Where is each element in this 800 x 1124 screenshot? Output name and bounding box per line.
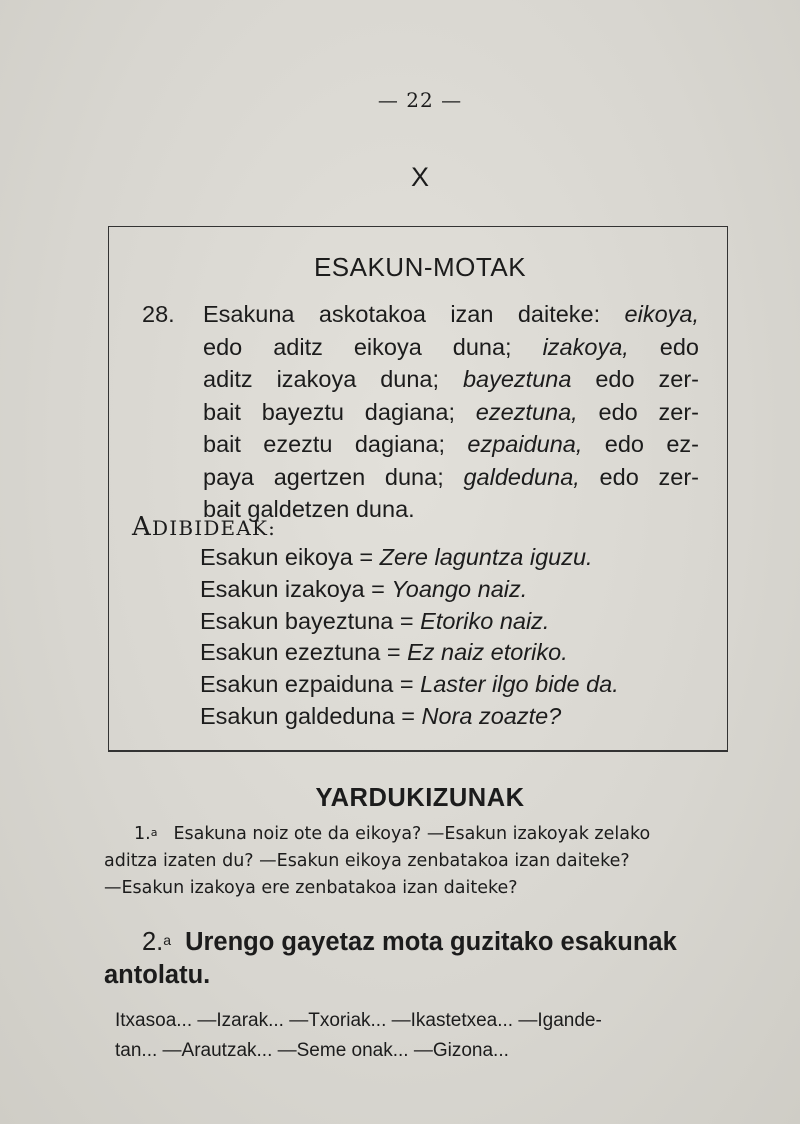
example-equals: = [399,607,421,634]
example-equals: = [386,639,408,666]
exercise-1-sup: a [150,826,158,839]
example-sentence: Laster ilgo bide da. [420,671,619,698]
term-italic: ezeztuna, [475,398,578,425]
paragraph-number: 28. [142,301,175,327]
text-run: bait galdetzen duna. [203,496,415,522]
text-run: edo ez- [582,431,699,457]
exercise-2-sup: a [163,932,172,948]
exercise-2-line [104,926,732,959]
example-row [200,637,619,669]
term-italic: galdeduna, [463,463,580,490]
paragraph-line [203,461,699,494]
example-label: Esakun bayeztuna [200,607,400,634]
exercise-1-line: —Esakun izakoya ere zenbatakoa izan daiteke? [104,878,518,898]
example-row [200,701,619,733]
chapter-number: X [410,162,429,192]
paragraph-line [203,363,699,396]
term-italic: izakoya, [542,333,629,360]
exercise-1 [104,821,730,902]
example-equals: = [399,671,421,698]
paragraph-line [203,428,699,461]
heading-initial: A [132,512,152,542]
box-title: ESAKUN-MOTAK [313,252,527,282]
example-row [200,574,619,606]
exercise-2-line: antolatu. [104,961,211,989]
words-line: tan... —Arautzak... —Seme onak... —Gizona... [115,1040,509,1061]
term-italic: eikoya, [624,301,699,327]
example-label: Esakun izakoya [200,575,372,602]
text-run: edo zer- [577,398,699,425]
exercise-2-text: Urengo gayetaz mota guzitako esakunak [185,928,677,956]
example-sentence: Yoango naiz. [391,575,528,602]
heading-rest: DIBIDEAK: [151,516,277,540]
text-run: bait ezeztu dagiana; [203,431,468,457]
exercise-1-number: 1. [134,824,151,844]
example-sentence: Etoriko naiz. [420,607,550,634]
example-equals: = [371,575,392,602]
text-run: bait bayeztu dagiana; [203,398,476,425]
example-label: Esakun eikoya [200,544,360,570]
term-italic: bayeztuna [462,366,572,392]
examples-list [200,542,619,733]
words-line: Itxasoa... —Izarak... —Txoriak... —Ikastetxea... —Igande- [115,1010,602,1031]
example-label: Esakun ezeztuna [200,639,387,666]
example-row [200,669,619,701]
text-run: edo [628,333,700,360]
text-run: edo zer- [571,366,699,392]
paragraph-line [203,331,699,364]
example-label: Esakun galdeduna [200,702,402,729]
example-sentence: Nora zoazte? [421,702,562,729]
example-equals: = [401,702,422,729]
paragraph-line [203,298,699,331]
exercise-1-line: aditza izaten du? —Esakun eikoya zenbatakoa izan daiteke? [104,851,630,871]
exercise-2 [104,926,732,992]
text-run: edo zer- [579,463,699,490]
text-run: aditz izakoya duna; [203,366,463,392]
example-label: Esakun ezpaiduna [200,671,400,698]
paragraph-line [203,396,699,429]
page-number: — 22 — [377,88,463,112]
example-sentence: Zere laguntza iguzu. [379,544,593,570]
example-sentence: Ez naiz etoriko. [407,639,568,666]
term-italic: ezpaiduna, [467,431,583,457]
paragraph-body [203,298,699,526]
paragraph-line [203,493,699,526]
text-run: paya agertzen duna; [203,463,464,490]
examples-heading [132,512,276,542]
text-run: Esakuna askotakoa izan daiteke: [203,301,625,327]
exercise-1-line [104,821,730,848]
example-row [200,542,619,574]
exercise-2-number: 2. [142,928,164,956]
example-equals: = [359,544,380,570]
exercises-title: YARDUKIZUNAK [315,784,525,812]
exercise-2-words [115,1006,757,1066]
text-run: edo aditz eikoya duna; [203,333,543,360]
exercise-1-text: Esakuna noiz ote da eikoya? —Esakun izakoyak zelako [173,824,651,844]
example-row [200,606,619,638]
